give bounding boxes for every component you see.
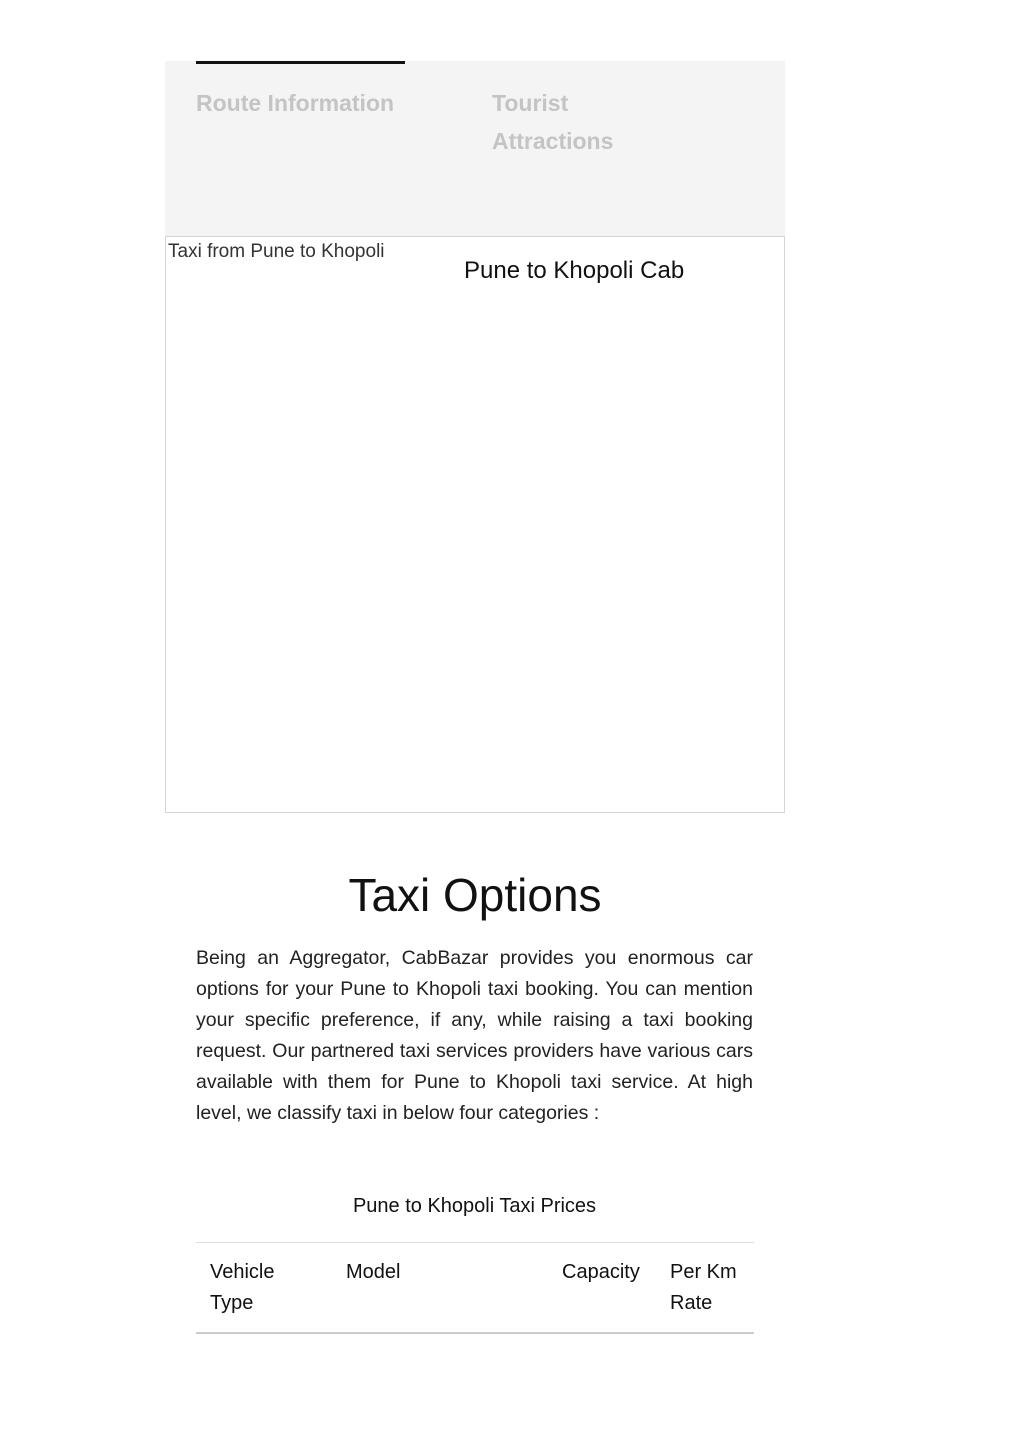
taxi-options-description: Being an Aggregator, CabBazar provides you enormous car options for your Pune to Khopoli taxi booking. You can mention your specific preference, if any, while raising a taxi booking request. Our partnered taxi services providers have various cars available with them for Pune to Khopoli taxi service. At high level, we classify taxi in below four categories : (196, 947, 753, 1124)
price-table-caption: Pune to Khopoli Taxi Prices (352, 1195, 597, 1217)
tabs-panel (165, 61, 785, 236)
map-title: Pune to Khopoli Cab (464, 257, 685, 284)
map-image-alt-text: Taxi from Pune to Khopoli (168, 241, 385, 262)
tab-route-information[interactable]: Route Information (196, 90, 395, 116)
column-header-vehicle-type: Vehicle Type (210, 1261, 275, 1314)
table-header-row (196, 1243, 754, 1334)
column-header-model: Model (346, 1261, 401, 1283)
taxi-price-table (196, 1242, 754, 1334)
taxi-options-heading: Taxi Options (348, 869, 602, 921)
tab-tourist-attractions[interactable]: Tourist Attractions (492, 90, 614, 154)
route-map-frame[interactable] (165, 236, 785, 813)
column-header-capacity: Capacity (562, 1261, 640, 1283)
column-header-per-km-rate: Per Km Rate (670, 1261, 737, 1314)
active-tab-indicator (196, 61, 405, 64)
